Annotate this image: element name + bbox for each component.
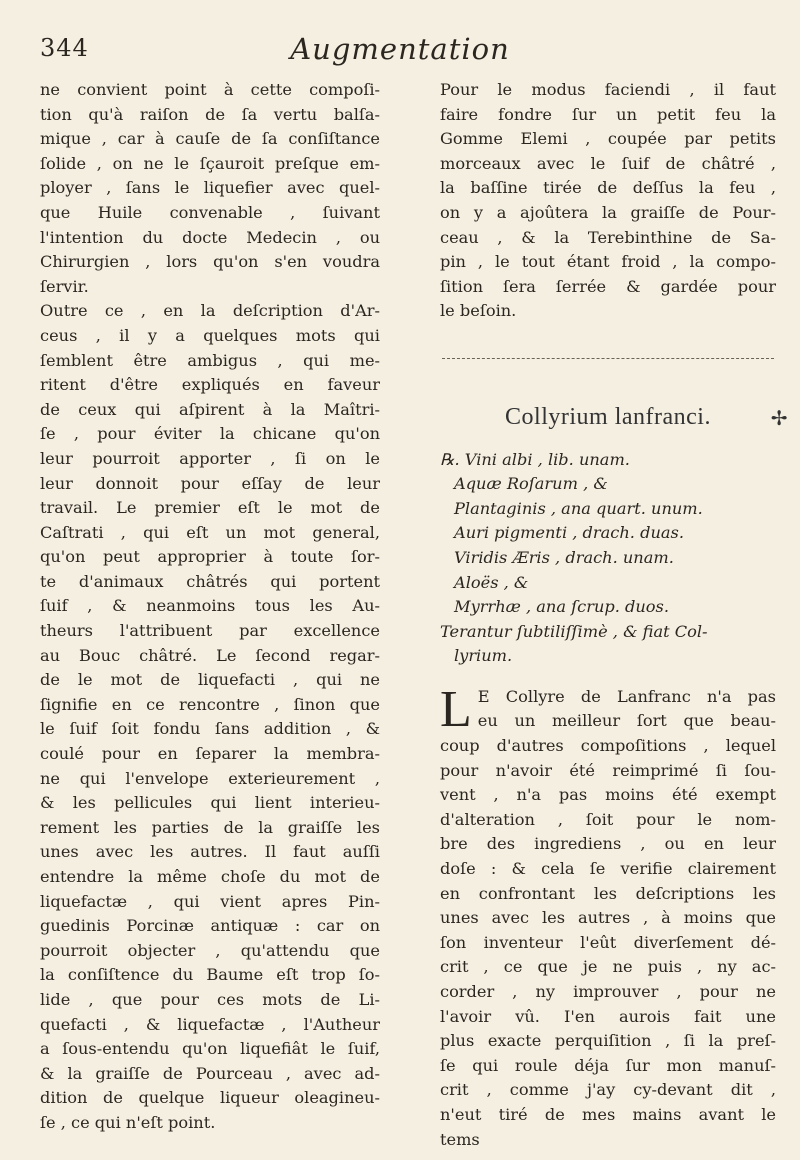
- text-line: Pour le modus faciendi , il faut: [440, 80, 776, 99]
- text-line: le ſuif ſoit fondu ſans addition , &: [40, 719, 380, 739]
- page-number: 344: [40, 34, 89, 62]
- text-line: d'alteration , ſoit pour le nom-: [440, 809, 776, 829]
- section-title: [440, 403, 788, 430]
- text-line: lide , que pour ces mots de Li-: [40, 989, 380, 1009]
- text-line: ritent d'être expliqués en faveur: [40, 375, 380, 395]
- text-line: pourroit objecter , qu'attendu que: [40, 940, 380, 960]
- text-line: que Huile convenable , ſuivant: [40, 202, 380, 222]
- recipe-block: [440, 448, 776, 669]
- text-line: Caſtrati , qui eſt un mot general,: [40, 522, 380, 542]
- text-line: de ceux qui aſpirent à la Maîtri-: [40, 399, 380, 419]
- text-line: Aloës , &: [454, 572, 529, 592]
- text-line: faire fondre ſur un petit feu la: [440, 104, 776, 124]
- text-line: a ſous-entendu qu'on liquefiât le ſuif,: [40, 1039, 380, 1059]
- text-line: Plantaginis , ana quart. unum.: [454, 498, 703, 518]
- drop-cap: L: [440, 680, 472, 738]
- left-column: [40, 78, 380, 1136]
- text-line: quefacti , & liquefactæ , l'Autheur: [40, 1014, 380, 1034]
- text-line: n'eut tiré de mes mains avant le: [440, 1104, 776, 1124]
- text-line: corder , ny improuver , pour ne: [440, 982, 776, 1001]
- text-line: Outre ce , en la deſcription d'Ar-: [40, 301, 380, 321]
- text-line: Chirurgien , lors qu'on s'en voudra: [40, 252, 380, 272]
- text-line: dition de quelque liqueur oleagineu-: [40, 1088, 380, 1108]
- text-line: & la graiſſe de Pourceau , avec ad-: [40, 1063, 380, 1083]
- page-header: [40, 32, 760, 72]
- text-line: ne qui l'envelope exterieurement ,: [40, 768, 380, 788]
- text-line: ſolide , on ne le ſçauroit preſque em-: [40, 153, 380, 173]
- text-line: vent , n'a pas moins été exempt: [440, 785, 776, 805]
- text-line: l'intention du docte Medecin , ou: [40, 227, 380, 247]
- text-line: la baſſine tirée de deſſus la feu ,: [440, 178, 776, 198]
- right-column: [440, 78, 788, 1152]
- text-line: travail. Le premier eſt le mot de: [40, 498, 380, 518]
- text-line: te d'animaux châtrés qui portent: [40, 571, 380, 591]
- text-line: lyrium.: [454, 646, 513, 666]
- text-line: ſignifie en ce rencontre , ſinon que: [40, 694, 380, 714]
- text-line: l'avoir vû. I'en aurois fait une: [440, 1006, 776, 1026]
- text-line: la conſiſtence du Baume eſt trop ſo-: [40, 965, 380, 985]
- text-line: liquefactæ , qui vient apres Pin-: [40, 891, 380, 911]
- text-line: ſemblent être ambigus , qui me-: [40, 350, 380, 370]
- text-line: ceau , & la Terebinthine de Sa-: [440, 227, 776, 247]
- text-line: ſe qui roule déja ſur mon manuſ-: [440, 1055, 776, 1075]
- text-line: theurs l'attribuent par excellence: [40, 621, 380, 641]
- modus-faciendi-paragraph: [440, 78, 776, 324]
- text-line: E Collyre de Lanfranc n'a pas: [477, 686, 776, 706]
- text-line: qu'on peut approprier à toute ſor-: [40, 547, 380, 567]
- text-line: on y a ajoûtera la graiſſe de Pour-: [440, 202, 776, 222]
- text-line: ſe , pour éviter la chicane qu'on: [40, 424, 380, 444]
- ornament-icon: ✢: [770, 407, 788, 430]
- text-line: mique , car à cauſe de ſa conſiſtance: [40, 129, 380, 149]
- text-line: Auri pigmenti , drach. duas.: [454, 523, 684, 543]
- text-line: pin , le tout étant froid , la compo-: [440, 252, 776, 272]
- text-line: guedinis Porcinæ antiquæ : car on: [40, 916, 380, 936]
- text-line: ſition ſera ſerrée & gardée pour: [440, 276, 776, 296]
- text-line: eu un meilleur ſort que beau-: [477, 711, 776, 731]
- text-line: leur donnoit pour eſſay de leur: [40, 473, 380, 493]
- text-line: crit , comme j'ay cy-devant dit ,: [440, 1080, 776, 1100]
- text-line: ſe , ce qui n'eſt point.: [40, 1112, 216, 1132]
- running-title: Augmentation: [290, 32, 510, 66]
- text-line: coup d'autres compoſitions , lequel: [440, 736, 776, 756]
- text-line: ceus , il y a quelques mots qui: [40, 325, 380, 345]
- section-divider: [442, 358, 774, 359]
- text-line: plus exacte perquiſition , ſi la preſ-: [440, 1031, 776, 1051]
- text-line: & les pellicules qui lient interieu-: [40, 793, 380, 813]
- text-line: coulé pour en ſeparer la membra-: [40, 744, 380, 764]
- text-line: crit , ce que je ne puis , ny ac-: [440, 957, 776, 977]
- text-line: Myrrhæ , ana ſcrup. duos.: [454, 597, 670, 617]
- text-line: ployer , ſans le liquefier avec quel-: [40, 178, 380, 198]
- text-line: entendre la même choſe du mot de: [40, 867, 380, 886]
- text-line: au Bouc châtré. Le ſecond regar-: [40, 645, 380, 665]
- text-line: leur pourroit apporter , ſi on le: [40, 448, 380, 468]
- text-line: unes avec les autres , à moins que: [440, 908, 776, 928]
- text-line: Aquæ Roſarum , &: [454, 474, 608, 494]
- text-line: doſe : & cela ſe verifie clairement: [440, 859, 776, 879]
- text-line: le beſoin.: [440, 301, 517, 321]
- text-line: bre des ingrediens , ou en leur: [440, 834, 776, 854]
- text-line: morceaux avec le ſuif de châtré ,: [440, 153, 776, 173]
- text-line: tems: [440, 1129, 480, 1149]
- text-line: Gomme Elemi , coupée par petits: [440, 129, 776, 149]
- text-line: ſervir.: [40, 276, 89, 296]
- text-line: ne convient point à cette compoſi-: [40, 80, 380, 99]
- text-line: ℞. Vini albi , lib. unam.: [440, 449, 630, 469]
- text-line: ſon inventeur l'eût diverſement dé-: [440, 932, 776, 952]
- text-line: unes avec les autres. Il faut auſſi: [40, 842, 380, 862]
- text-line: de le mot de liquefacti , qui ne: [40, 670, 380, 690]
- text-line: en confrontant les deſcriptions les: [440, 883, 776, 903]
- text-line: Terantur ſubtiliſſimè , & fiat Col-: [440, 621, 708, 641]
- text-line: rement les parties de la graiſſe les: [40, 817, 380, 837]
- text-line: Viridis Æris , drach. unam.: [454, 547, 674, 567]
- text-line: ſuif , & neanmoins tous les Au-: [40, 596, 380, 616]
- text-line: tion qu'à raiſon de ſa vertu balſa-: [40, 104, 380, 124]
- section-title-text: Collyrium lanfranci.: [505, 403, 711, 430]
- collyre-paragraph: [440, 680, 776, 1152]
- text-line: pour n'avoir été reimprimé ſi ſou-: [440, 760, 776, 780]
